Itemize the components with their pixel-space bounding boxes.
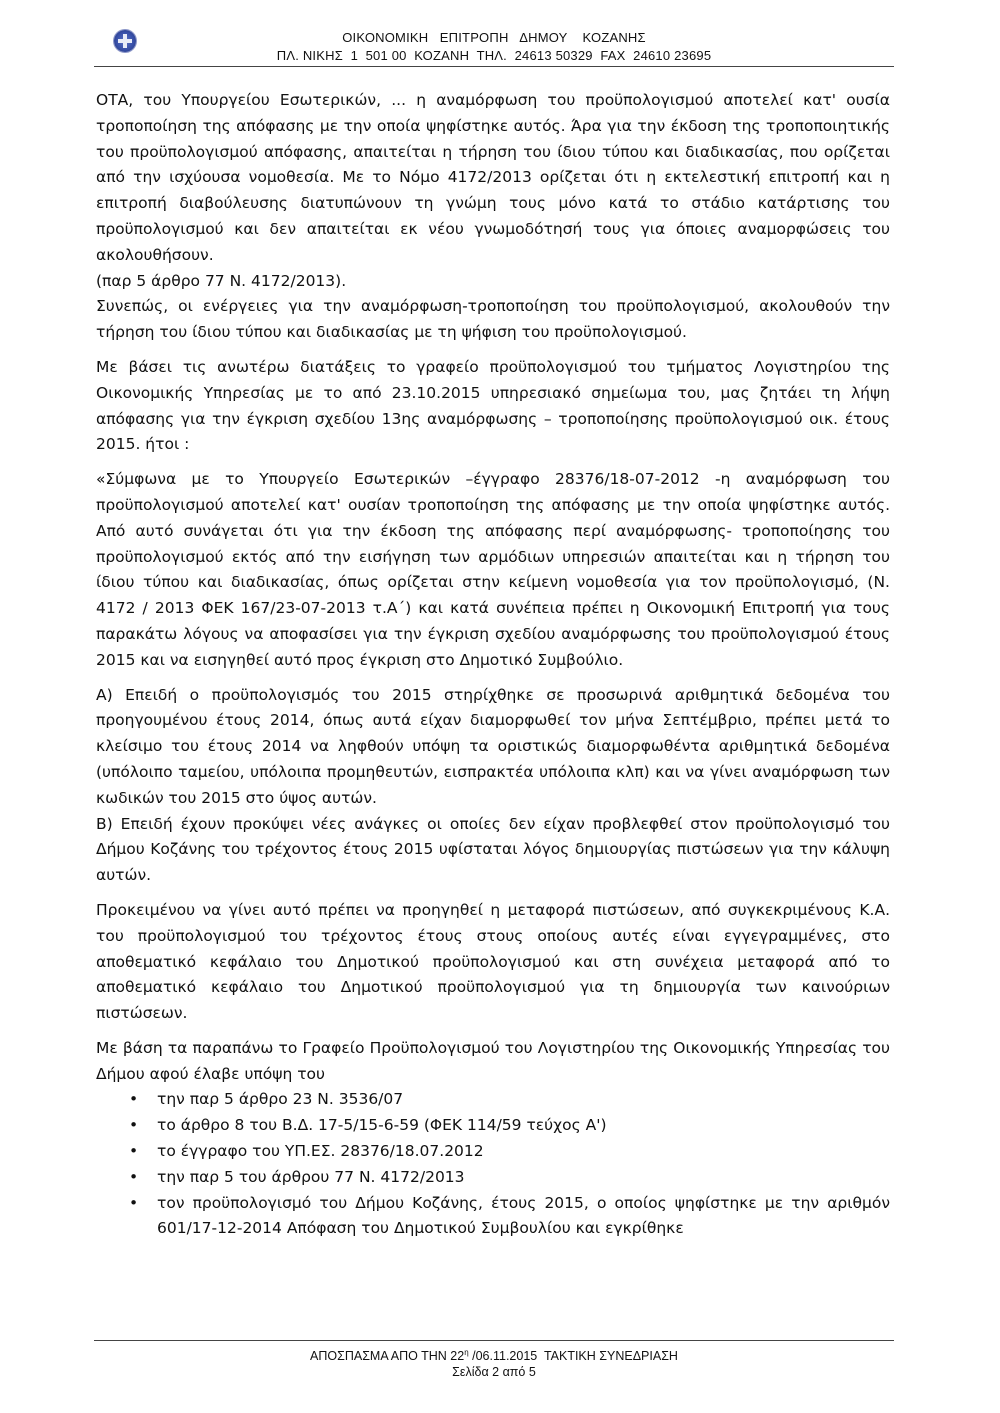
letterhead-title: ΟΙΚΟΝΟΜΙΚΗ ΕΠΙΤΡΟΠΗ ΔΗΜΟΥ ΚΟΖΑΝΗΣ <box>342 30 646 45</box>
paragraph-quote-ministry: «Σύμφωνα με το Υπουργείο Εσωτερικών –έγγραφο 28376/18-07-2012 -η αναμόρφωση του προϋπολογισμού αποτελεί κατ' ουσίαν τροποποίηση της απόφασης με την οποία ψηφίστηκε αυτός. Από αυτό συνάγεται ότι για την έκδοση της απόφασης περί αναμόρφωσης- τροποποίησης του προϋπολογισμού εκτός από την εισήγηση των αρμόδιων υπηρεσιών απαιτείται και η τήρηση του ίδιου τύπου και διαδικασίας, όπως ορίζεται στην κείμενη νομοθεσία για τον προϋπολογισμό, (Ν. 4172 / 2013 ΦΕΚ 167/23-07-2013 τ.Α΄) και κατά συνέπεια πρέπει η Οικονομική Επιτροπή για τους παρακάτω λόγους να αποφασίσει για την έγκριση σχεδίου αναμόρφωσης του προϋπολογισμού έτους 2015 και να εισηγηθεί αυτό προς έγκριση στο Δημοτικό Συμβούλιο. <box>96 470 890 669</box>
list-item: • το έγγραφο του ΥΠ.ΕΣ. 28376/18.07.2012 <box>96 1139 890 1165</box>
paragraph-law-reference: (παρ 5 άρθρο 77 Ν. 4172/2013). <box>96 271 347 290</box>
paragraph-budget-office-request: Με βάσει τις ανωτέρω διατάξεις το γραφείο προϋπολογισμού του τμήματος Λογιστηρίου της Οικονομικής Υπηρεσίας με το από 23.10.2015 υπηρεσιακό σημείωμα του, μας ζητάει τη λήψη απόφασης για την έγκριση σχεδίου 13ης αναμόρφωσης – τροποποίησης προϋπολογισμού οικ. έτους 2015. ήτοι : <box>96 357 890 454</box>
footer-divider <box>94 1340 894 1341</box>
paragraph-reason-a: Α) Επειδή ο προϋπολογισμός του 2015 στηρίχθηκε σε προσωρινά αριθμητικά δεδομένα του προηγουμένου έτους 2014, όπως αυτά είχαν διαμορφωθεί τον μήνα Σεπτέμβριο, πρέπει μετά το κλείσιμο του έτους 2014 να ληφθούν υπόψη τα οριστικώς διαμορφωθέντα αριθμητικά δεδομένα (υπόλοιπο ταμείου, υπόλοιπα προμηθευτών, εισπρακτέα υπόλοιπα κλπ) και να γίνει αναμόρφωση των κωδικών του 2015 στο ύψος αυτών. <box>96 685 890 807</box>
bullet-icon: • <box>129 1193 139 1212</box>
list-item: • την παρ 5 άρθρο 23 Ν. 3536/07 <box>96 1087 890 1113</box>
bullet-icon: • <box>129 1167 139 1186</box>
paragraph-intro: ΟΤΑ, του Υπουργείου Εσωτερικών, ... η αναμόρφωση του προϋπολογισμού αποτελεί κατ' ουσία τροποποίηση της απόφασης με την οποία ψηφίστηκε αυτός. Άρα για την έκδοση της τροποποιητικής του προϋπολογισμού απόφασης, απαιτείται η τήρηση του ίδιου τύπου και διαδικασίας, που ορίζεται από την ισχύουσα νομοθεσία. Με το Νόμο 4172/2013 ορίζεται ότι η εκτελεστική επιτροπή και η επιτροπή διαβούλευσης διατυπώνουν τη γνώμη τους μόνο κατά το στάδιο κατάρτισης του προϋπολογισμού και δεν απαιτείται εκ νέου γνωμοδότησή τους για όποιες αναμορφώσεις του ακολουθήσουν. <box>96 91 890 264</box>
bullet-icon: • <box>129 1090 139 1109</box>
list-item: • τον προϋπολογισμό του Δήμου Κοζάνης, έτους 2015, ο οποίος ψηφίστηκε με την αριθμόν 601/17-12-2014 Απόφαση του Δημοτικού Συμβουλίου και εγκρίθηκε <box>96 1191 890 1243</box>
header-divider <box>94 66 894 67</box>
bullet-icon: • <box>129 1116 139 1135</box>
paragraph-reason-b: Β) Επειδή έχουν προκύψει νέες ανάγκες οι οποίες δεν είχαν προβλεφθεί στον προϋπολογισμό του Δήμου Κοζάνης του τρέχοντος έτους 2015 υφίσταται λόγος δημιουργίας πιστώσεων για την κάλυψη αυτών. <box>96 814 890 885</box>
footer-excerpt: ΑΠΟΣΠΑΣΜΑ ΑΠΟ ΤΗΝ $22^\eta$ /06.11.2015 ΤΑΚΤΙΚΗ ΣΥΝΕΔΡΙΑΣΗ <box>310 1348 678 1363</box>
letterhead-address: ΠΛ. ΝΙΚΗΣ 1 501 00 ΚΟΖΑΝΗ ΤΗΛ. 24613 50329 FAX 24610 23695 <box>276 48 712 63</box>
list-item: • το άρθρο 8 του Β.Δ. 17-5/15-6-59 (ΦΕΚ 114/59 τεύχος Α') <box>96 1113 890 1139</box>
paragraph-consequently: Συνεπώς, οι ενέργειες για την αναμόρφωση-τροποποίηση του προϋπολογισμού, ακολουθούν την τήρηση του ίδιου τύπου και διαδικασίας με τη ψήφιση του προϋπολογισμού. <box>96 297 890 342</box>
page-number: Σελίδα 2 από 5 <box>452 1365 536 1379</box>
letterhead <box>94 0 894 70</box>
bullet-icon: • <box>129 1142 139 1161</box>
document-body <box>96 88 890 1242</box>
list-item: • την παρ 5 του άρθρου 77 Ν. 4172/2013 <box>96 1165 890 1191</box>
paragraph-transfer-credits: Προκειμένου να γίνει αυτό πρέπει να προηγηθεί η μεταφορά πιστώσεων, από συγκεκριμένους Κ.Α. του προϋπολογισμού του τρέχοντος έτους στους οποίους αυτές είναι εγγεγραμμένες, στο αποθεματικό κεφάλαιο του Δημοτικού προϋπολογισμού και στη συνέχεια μεταφορά από το αποθεματικό κεφάλαιο του Δημοτικού προϋπολογισμού για τη δημιουργία των καινούριων πιστώσεων. <box>96 900 890 1023</box>
paragraph-considering: Με βάση τα παραπάνω το Γραφείο Προϋπολογισμού του Λογιστηρίου της Οικονομικής Υπηρεσίας του Δήμου αφού έλαβε υπόψη του <box>96 1038 890 1083</box>
considerations-list <box>96 1087 890 1242</box>
